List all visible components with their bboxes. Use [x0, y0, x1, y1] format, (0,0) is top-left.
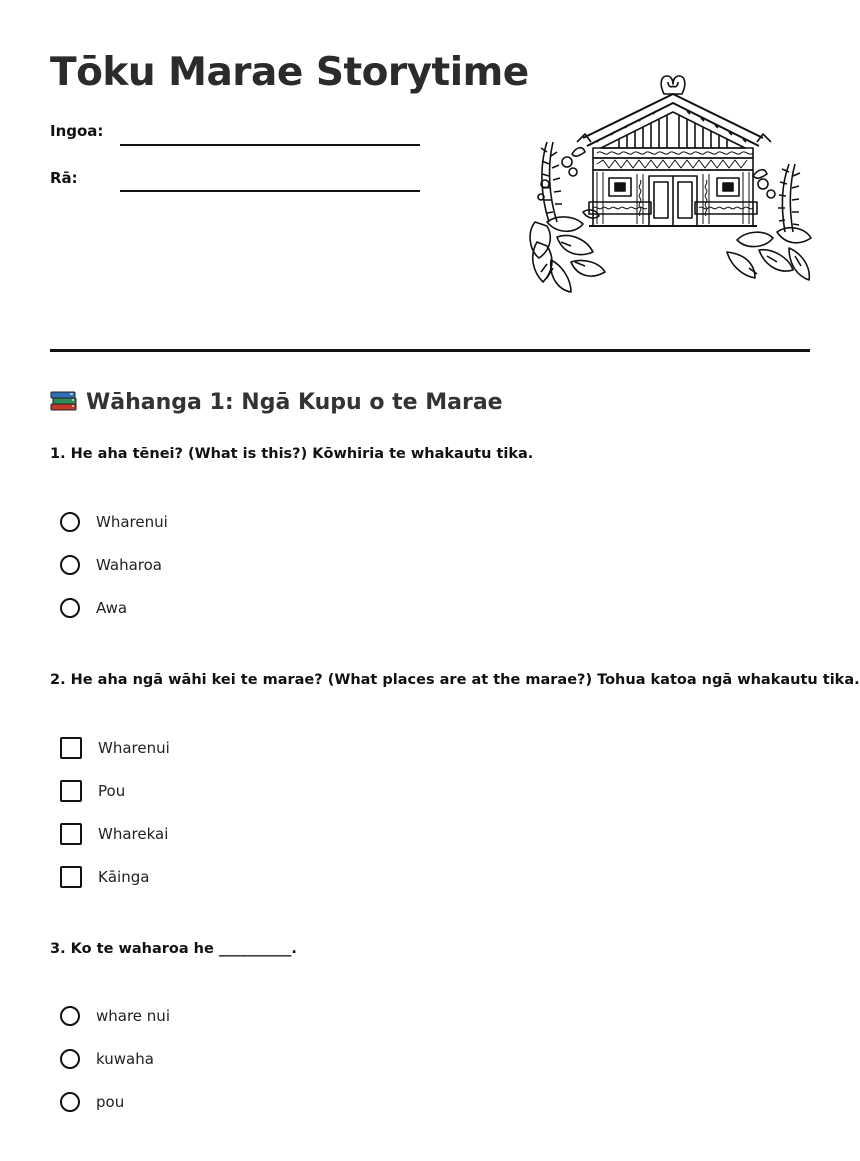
name-field-label: Ingoa: [50, 122, 104, 140]
option-label: Kāinga [98, 868, 150, 886]
name-field-line[interactable] [120, 144, 420, 146]
q2-option-kainga[interactable] [60, 865, 149, 889]
q1-option-wharenui[interactable] [60, 510, 168, 534]
option-label: Wharekai [98, 825, 169, 843]
checkbox[interactable] [60, 866, 82, 888]
date-field-label: Rā: [50, 169, 78, 187]
question-1-text: 1. He aha tēnei? (What is this?) Kōwhiria te whakautu tika. [50, 446, 534, 462]
radio-button[interactable] [60, 598, 80, 618]
q2-option-wharekai[interactable] [60, 822, 168, 846]
option-label: Awa [96, 599, 128, 617]
radio-button[interactable] [60, 1049, 80, 1069]
q2-option-pou[interactable] [60, 779, 125, 803]
q3-option-whare-nui[interactable] [60, 1004, 170, 1028]
wharenui-house [577, 76, 771, 226]
radio-button[interactable] [60, 1092, 80, 1112]
question-2-text: 2. He aha ngā wāhi kei te marae? (What places are at the marae?) Tohua katoa ngā whakautu tika. [50, 672, 860, 688]
option-label: kuwaha [96, 1050, 154, 1068]
checkbox[interactable] [60, 823, 82, 845]
q2-option-wharenui[interactable] [60, 736, 170, 760]
date-field-line[interactable] [120, 190, 420, 192]
option-label: Wharenui [98, 739, 170, 757]
option-label: Pou [98, 782, 126, 800]
header-divider [50, 349, 810, 352]
q3-option-kuwaha[interactable] [60, 1047, 154, 1071]
page-title: Tōku Marae Storytime [50, 50, 529, 95]
q3-option-pou[interactable] [60, 1090, 124, 1114]
q1-option-waharoa[interactable] [60, 553, 162, 577]
option-label: whare nui [96, 1007, 170, 1025]
question-3-text: 3. Ko te waharoa he __________. [50, 941, 297, 957]
radio-button[interactable] [60, 512, 80, 532]
wharenui-illustration [527, 72, 813, 300]
section-heading: Wāhanga 1: Ngā Kupu o te Marae [50, 388, 503, 418]
option-label: pou [96, 1093, 125, 1111]
radio-button[interactable] [60, 1006, 80, 1026]
books-icon [50, 388, 78, 418]
radio-button[interactable] [60, 555, 80, 575]
q1-option-awa[interactable] [60, 596, 127, 620]
checkbox[interactable] [60, 737, 82, 759]
option-label: Wharenui [96, 513, 168, 531]
option-label: Waharoa [96, 556, 162, 574]
checkbox[interactable] [60, 780, 82, 802]
